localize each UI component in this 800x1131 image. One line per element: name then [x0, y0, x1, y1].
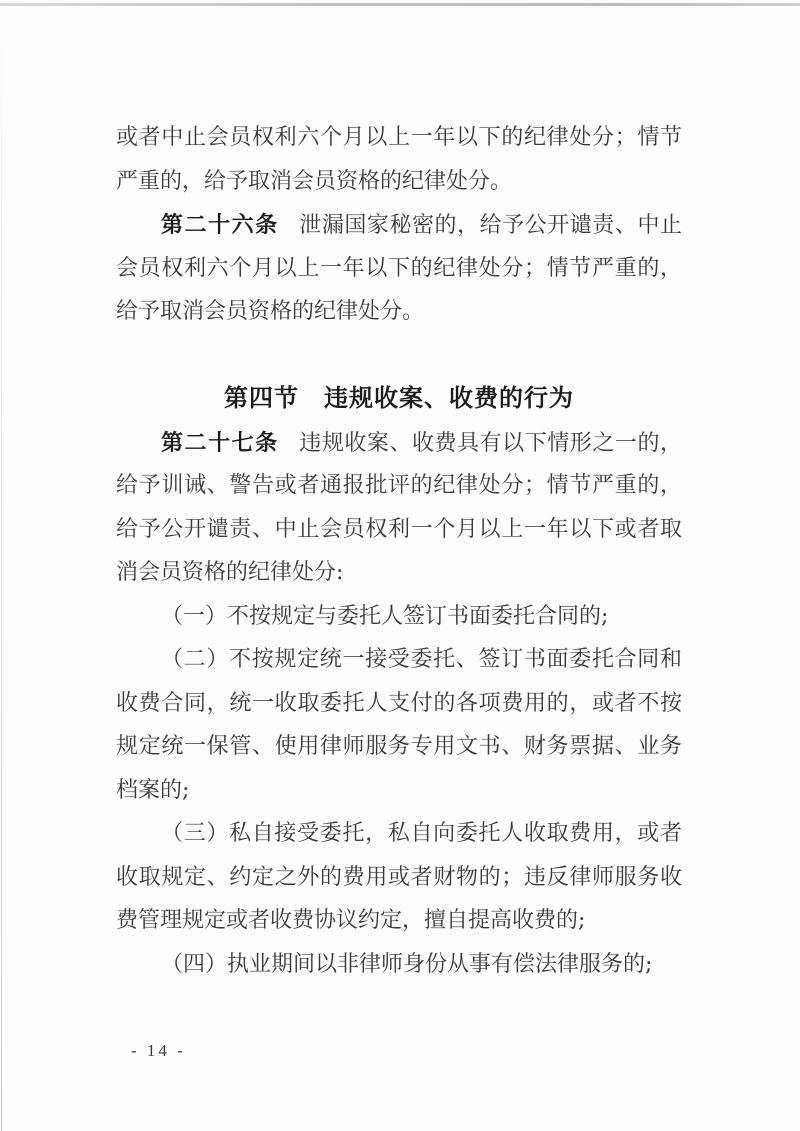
article-27-item-3-line: 费管理规定或者收费协议约定，擅自提高收费的; — [116, 908, 586, 933]
document-body — [116, 116, 682, 986]
article-27-number: 第二十七条 — [161, 429, 279, 455]
article-27-item-3-line: 收取规定、约定之外的费用或者财物的；违反律师服务收 — [116, 864, 682, 890]
article-27-wrap-line: 给予公开谴责、中止会员权利一个月以上一年以下或者取 — [116, 516, 682, 542]
article-26-wrap-line: 给予取消会员资格的纪律处分。 — [116, 299, 425, 324]
article-26-text: 泄漏国家秘密的，给予公开谴责、中止 — [298, 213, 682, 238]
scan-artifact-left-edge — [1, 0, 2, 1131]
article-27-first-line — [116, 421, 682, 465]
page-number: - 14 - — [131, 1041, 186, 1060]
article-27-item-4-line: （四）执业期间以非律师身份从事有偿法律服务的; — [161, 951, 653, 977]
article-27-item-2-line: 规定统一保管、使用律师服务专用文书、财务票据、业务 — [116, 734, 682, 759]
article-27-item-1-line: （一）不按规定与委托人签订书面委托合同的; — [161, 603, 609, 629]
article-27-item-3-line: （三）私自接受委托，私自向委托人收取费用，或者 — [161, 821, 682, 846]
article-26-number: 第二十六条 — [161, 212, 279, 237]
section-4-heading: 第四节 违规收案、收费的行为 — [224, 385, 574, 412]
scan-artifact-top-edge — [0, 3, 800, 6]
article-27-text: 违规收案、收费具有以下情形之一的， — [298, 430, 682, 456]
article-26-first-line — [116, 203, 682, 247]
article-27-wrap-line: 消会员资格的纪律处分: — [116, 560, 344, 585]
paragraph-tail-line: 严重的，给予取消会员资格的纪律处分。 — [116, 168, 513, 194]
article-27-item-2-line: 收费合同，统一收取委托人支付的各项费用的，或者不按 — [116, 690, 682, 716]
article-27-item-2-line: 档案的; — [116, 777, 190, 803]
article-26-wrap-line: 会员权利六个月以上一年以下的纪律处分；情节严重的， — [116, 255, 682, 281]
paragraph-tail-line: 或者中止会员权利六个月以上一年以下的纪律处分；情节 — [116, 125, 682, 150]
article-27-item-2-line: （二）不按规定统一接受委托、签订书面委托合同和 — [161, 647, 682, 672]
article-27-wrap-line: 给予训诫、警告或者通报批评的纪律处分；情节严重的， — [116, 473, 682, 498]
